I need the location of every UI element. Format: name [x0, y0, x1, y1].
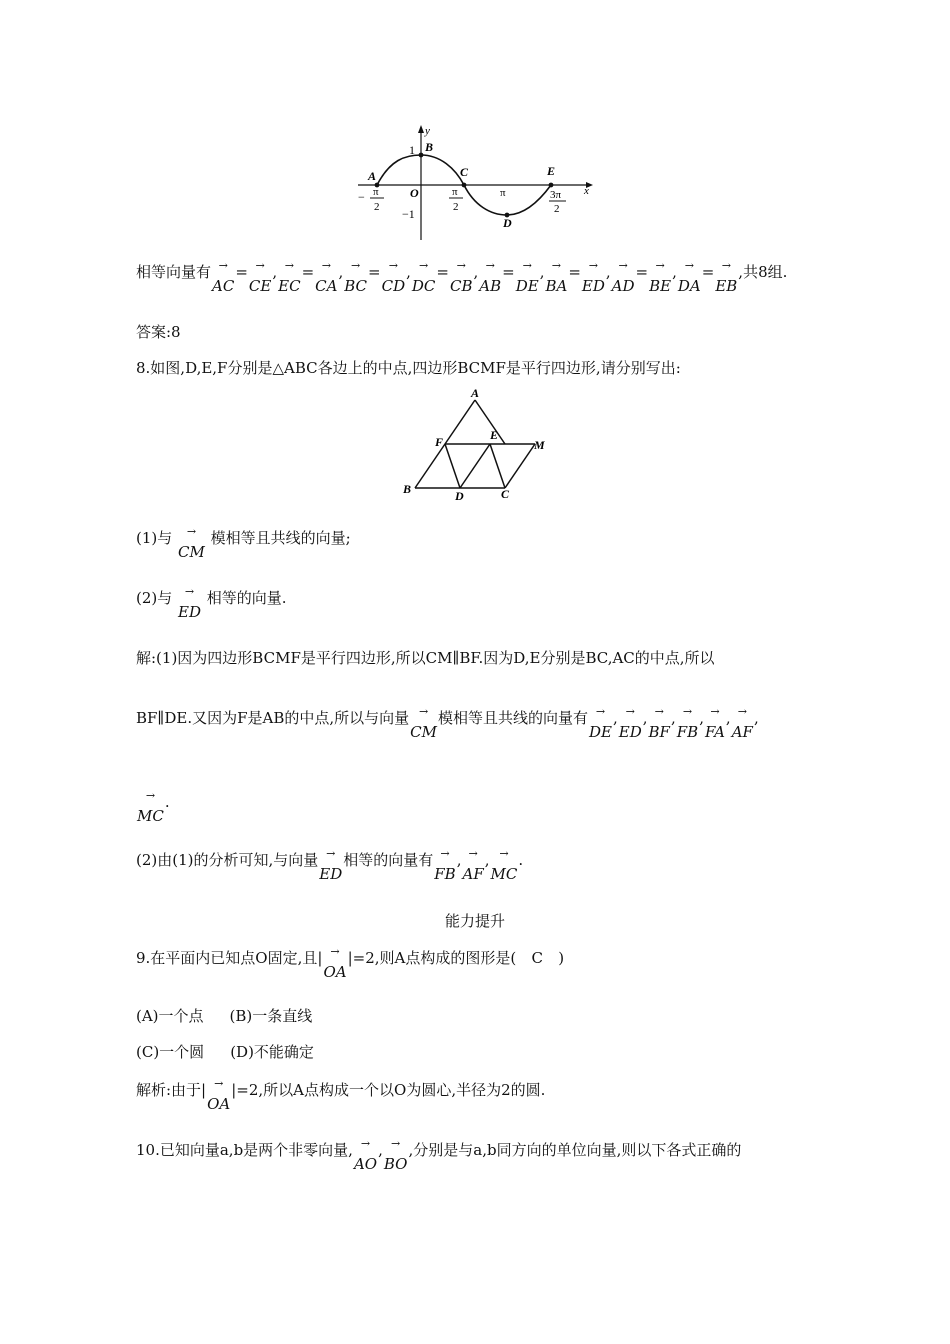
separator: ,: [642, 709, 648, 727]
separator: ,: [272, 263, 278, 281]
q9-prefix: 9.在平面内已知点O固定,且|: [136, 949, 323, 967]
vector-EB: → EB: [715, 259, 738, 295]
q9-suffix: |=2,则A点构成的图形是(: [347, 949, 517, 967]
vector-pair: [677, 259, 738, 295]
part1-suffix: 模相等且共线的向量;: [210, 529, 351, 547]
vector-DE: → DE: [515, 259, 539, 295]
option-B: (B)一条直线: [229, 1007, 313, 1025]
separator: =: [635, 263, 649, 281]
separator: =: [368, 263, 381, 281]
origin-label: O: [410, 186, 419, 200]
q8-stem: 8.如图,D,E,F分别是△ABC各边上的中点,四边形BCMF是平行四边形,请分别写出:: [136, 359, 681, 377]
y-label: y: [425, 125, 430, 137]
separator: ,: [378, 1141, 383, 1159]
vector-BE: → BE: [649, 259, 672, 295]
vector-AF: → AF: [731, 705, 753, 741]
fig-label-E: E: [490, 428, 499, 442]
separator: ,: [456, 851, 462, 869]
equal-vectors-suffix: ,共8组.: [738, 263, 788, 281]
sol3-end: .: [164, 793, 170, 811]
q8-solution-line1: 解:(1)因为四边形BCMF是平行四边形,所以CM∥BF.因为D,E分别是BC,AC的中点,所以: [136, 649, 715, 667]
equal-vectors-prefix: 相等向量有: [136, 263, 212, 281]
tick-pi-num-2: π: [452, 186, 458, 198]
vector-AO: → AO: [353, 1137, 378, 1173]
section-title: 能力提升: [444, 912, 505, 930]
vector-ED: → ED: [618, 705, 642, 741]
fig-label-A: A: [471, 386, 480, 400]
triangle-parallelogram-figure: [395, 385, 555, 505]
vector-DA: → DA: [677, 259, 701, 295]
vector-CM: → CM: [410, 705, 437, 741]
separator: ,: [539, 263, 545, 281]
q9-stem: [136, 945, 565, 981]
q10-prefix: 10.已知向量a,b是两个非零向量,: [136, 1141, 353, 1159]
vector-pair: [478, 259, 539, 295]
separator: .: [518, 851, 524, 869]
vector-AD: → AD: [611, 259, 635, 295]
vector-ED: → ED: [178, 585, 202, 621]
vector-pairs: [211, 259, 738, 295]
sol4-prefix: (2)由(1)的分析可知,与向量: [136, 851, 319, 869]
option-C: (C)一个圆: [136, 1043, 205, 1061]
q10-vectors: [353, 1137, 414, 1173]
q9-explanation: [136, 1077, 546, 1113]
separator: ,: [605, 263, 611, 281]
tick-two-den-3: 2: [554, 203, 560, 215]
vector-pair: [611, 259, 672, 295]
vector-ED: → ED: [319, 847, 343, 883]
vector-BO: → BO: [383, 1137, 408, 1173]
q8-part2: [136, 585, 287, 621]
vector-CB: → CB: [449, 259, 473, 295]
sol2-prefix: BF∥DE.又因为F是AB的中点,所以与向量: [136, 709, 410, 727]
vector-CD: → CD: [381, 259, 406, 295]
vector-FA: → FA: [704, 705, 725, 741]
separator: ,: [670, 709, 676, 727]
fig-label-D: D: [455, 489, 464, 503]
part2-suffix: 相等的向量.: [206, 589, 287, 607]
separator: ,: [408, 1141, 414, 1159]
vector-OA: → OA: [207, 1077, 231, 1113]
q8-part1: [136, 525, 351, 561]
fig-label-M: M: [534, 438, 545, 452]
label-C: C: [460, 165, 469, 179]
vector-ED: → ED: [581, 259, 605, 295]
separator: ,: [725, 709, 731, 727]
tick-two-den-2: 2: [453, 201, 459, 213]
part2-prefix: (2)与: [136, 589, 173, 607]
vector-AC: → AC: [212, 259, 235, 295]
vector-FB: → FB: [434, 847, 456, 883]
point-B: [419, 153, 424, 158]
vector-DC: → DC: [411, 259, 436, 295]
q8-solution-line2: [136, 705, 759, 741]
label-D: D: [503, 216, 512, 230]
option-A: (A)一个点: [136, 1007, 204, 1025]
vector-OA: → OA: [323, 945, 347, 981]
separator: ,: [672, 263, 677, 281]
vector-BF: → BF: [648, 705, 670, 741]
equal-vectors-line: [136, 259, 788, 295]
q8-solution-line3: [136, 789, 170, 825]
vector-pair: [277, 259, 338, 295]
separator: =: [502, 263, 515, 281]
tick-3pi-num: 3π: [550, 189, 562, 201]
q10-suffix: 分别是与a,b同方向的单位向量,则以下各式正确的: [413, 1141, 742, 1159]
label-B: B: [425, 140, 434, 154]
separator: =: [235, 263, 248, 281]
q9-close: ): [558, 949, 565, 967]
vector-CM: → CM: [178, 525, 205, 561]
separator: ,: [338, 263, 344, 281]
label-E: E: [547, 164, 556, 178]
vector-DE: → DE: [589, 705, 612, 741]
vector-pair: [343, 259, 406, 295]
vector-BA: → BA: [545, 259, 568, 295]
collinear-vector-list: [588, 705, 759, 741]
fig-label-C: C: [501, 487, 510, 501]
x-label: x: [584, 185, 589, 197]
neg-one-label: −1: [402, 207, 415, 221]
sol2-middle: 模相等且共线的向量有: [437, 709, 588, 727]
answer-line: 答案:8: [136, 323, 181, 341]
separator: ,: [753, 709, 759, 727]
sol4-middle: 相等的向量有: [343, 851, 434, 869]
point-C: [462, 183, 467, 188]
separator: ,: [484, 851, 490, 869]
explanation-prefix: 解析:由于|: [136, 1081, 207, 1099]
separator: ,: [699, 709, 704, 727]
tick-pi-num-1: π: [373, 186, 379, 198]
tick-pi: π: [500, 187, 506, 199]
separator: =: [301, 263, 315, 281]
one-label: 1: [409, 143, 415, 157]
vector-pair: [544, 259, 605, 295]
vector-AB: → AB: [479, 259, 502, 295]
tick-minus-sign: −: [358, 190, 365, 204]
explanation-suffix: |=2,所以A点构成一个以O为圆心,半径为2的圆.: [231, 1081, 546, 1099]
vector-FB: → FB: [676, 705, 699, 741]
separator: ,: [612, 709, 618, 727]
q10-stem: [136, 1137, 742, 1173]
separator: ,: [406, 263, 411, 281]
tick-two-den-1: 2: [374, 201, 380, 213]
label-A: A: [368, 169, 377, 183]
q9-options-row2: [136, 1042, 314, 1062]
equal-vector-list: [433, 847, 524, 883]
q8-solution-line4: [136, 847, 524, 883]
vector-MC: → MC: [137, 789, 164, 825]
vector-pair: [411, 259, 474, 295]
vector-MC: → MC: [490, 847, 518, 883]
option-D: (D)不能确定: [230, 1043, 314, 1061]
separator: =: [436, 263, 449, 281]
fig-label-F: F: [435, 435, 444, 449]
separator: =: [568, 263, 581, 281]
vector-BC: → BC: [344, 259, 368, 295]
cosine-graph-figure: [350, 120, 600, 245]
vector-AF: → AF: [462, 847, 484, 883]
part1-prefix: (1)与: [136, 529, 173, 547]
q9-answer: C: [531, 949, 543, 967]
fig-label-B: B: [403, 482, 412, 496]
point-E: [549, 183, 554, 188]
vector-CA: → CA: [315, 259, 338, 295]
separator: =: [701, 263, 715, 281]
vector-EC: → EC: [278, 259, 301, 295]
separator: ,: [473, 263, 479, 281]
vector-CE: → CE: [248, 259, 272, 295]
q9-options-row1: [136, 1006, 312, 1026]
y-axis-arrow: [418, 125, 424, 133]
vector-pair: [211, 259, 272, 295]
